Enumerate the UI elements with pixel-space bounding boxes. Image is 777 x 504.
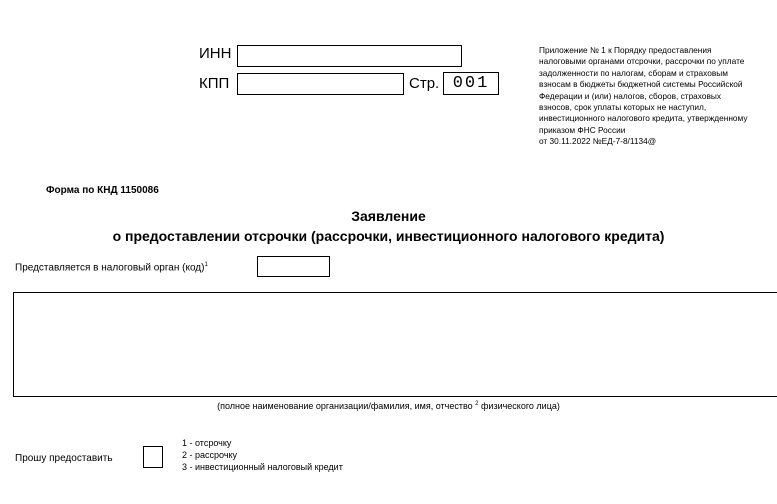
kpp-label: КПП (199, 75, 230, 92)
request-type-input[interactable] (143, 446, 163, 468)
page-number: 001 (443, 72, 499, 95)
annex-note (539, 45, 771, 148)
page-label: Стр. (409, 75, 440, 92)
inn-label: ИНН (199, 45, 232, 62)
request-option: 2 - рассрочку (182, 450, 238, 460)
kpp-input[interactable] (237, 73, 404, 95)
annex-line: Приложение № 1 к Порядку предоставления (539, 45, 712, 55)
caption-text: физического лица) (481, 401, 560, 411)
organization-name-caption (0, 401, 777, 411)
annex-line: налоговыми органами отсрочки, рассрочки по уплате (539, 56, 745, 67)
footnote-marker: 1 (204, 262, 208, 268)
footnote-marker: 2 (475, 401, 479, 407)
request-option: 1 - отсрочку (182, 438, 232, 448)
annex-line: взносов, срок уплаты которых не наступил, (539, 102, 707, 113)
inn-input[interactable] (237, 45, 462, 67)
tax-authority-label-text: Представляется в налоговый орган (код) (15, 262, 205, 274)
tax-authority-code-input[interactable] (257, 256, 330, 277)
annex-line: задолженности по налогам, сборам и страховым (539, 67, 728, 78)
annex-line: Федерации и (или) налогов, сборов, страховых (539, 90, 721, 101)
request-option: 3 - инвестиционный налоговый кредит (182, 462, 343, 472)
document-subtitle: о предоставлении отсрочки (рассрочки, инвестиционного налогового кредита) (112, 228, 665, 244)
annex-line: инвестиционного налогового кредита, утвержденному (539, 113, 748, 124)
annex-line: от 30.11.2022 №ЕД-7-8/1134@ (539, 136, 657, 147)
organization-name-textarea[interactable] (13, 292, 777, 397)
annex-line: приказом ФНС России (539, 124, 626, 135)
tax-authority-label (15, 262, 208, 273)
document-title: Заявление (351, 208, 426, 224)
annex-line: взносам в бюджеты бюджетной системы Российской (539, 79, 743, 90)
request-label: Прошу предоставить (15, 453, 113, 464)
form-code: Форма по КНД 1150086 (46, 185, 159, 196)
caption-text: (полное наименование организации/фамилия, имя, отчество (217, 401, 473, 411)
request-options (182, 437, 343, 473)
